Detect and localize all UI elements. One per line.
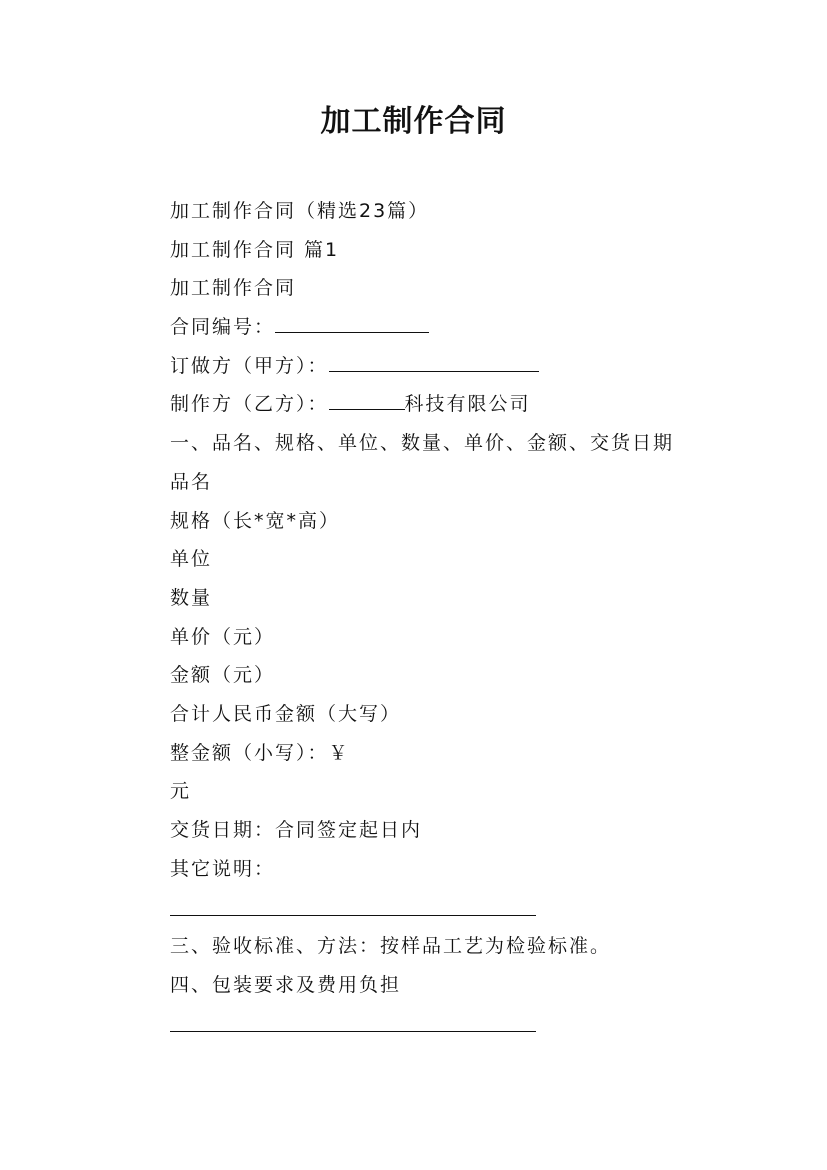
document-body (170, 192, 730, 1043)
other-notes: 其它说明： (170, 857, 276, 880)
total-rmb-upper: 合计人民币金额（大写） (170, 702, 402, 725)
party-b-blank (329, 387, 405, 410)
party-a-blank (329, 349, 539, 372)
other-notes-blank (170, 888, 536, 916)
heading-part-1: 加工制作合同 篇1 (170, 238, 340, 261)
party-a-line (170, 347, 730, 386)
party-b-line (170, 385, 730, 424)
unit: 单位 (170, 548, 213, 571)
section-1: 一、品名、规格、单位、数量、单价、金额、交货日期 (170, 432, 675, 455)
section-3: 三、验收标准、方法：按样品工艺为检验标准。 (170, 935, 612, 958)
delivery-date: 交货日期：合同签定起日内 (170, 819, 423, 841)
party-b-suffix: 科技有限公司 (404, 393, 531, 416)
unit-price: 单价（元） (170, 625, 276, 648)
contract-number-line (170, 308, 730, 347)
document-title: 加工制作合同 (320, 104, 507, 139)
packaging-blank-line (170, 1004, 730, 1043)
heading-selected: 加工制作合同（精选23篇） (170, 200, 430, 222)
other-notes-blank-line (170, 888, 730, 927)
contract-number-label: 合同编号： (170, 316, 276, 339)
yuan-line: 元 (170, 780, 192, 803)
party-b-label: 制作方（乙方）： (170, 393, 329, 416)
packaging-blank (170, 1004, 536, 1032)
total-lower: 整金额（小写）：￥ (170, 741, 350, 764)
party-a-label: 订做方（甲方）： (170, 354, 329, 377)
section-4: 四、包装要求及费用负担 (170, 973, 402, 996)
amount: 金额（元） (170, 664, 276, 687)
item-name: 品名 (170, 470, 213, 493)
contract-name: 加工制作合同 (170, 277, 297, 300)
spec: 规格（长*宽*高） (170, 509, 341, 532)
contract-number-blank (275, 310, 429, 333)
quantity: 数量 (170, 586, 213, 609)
